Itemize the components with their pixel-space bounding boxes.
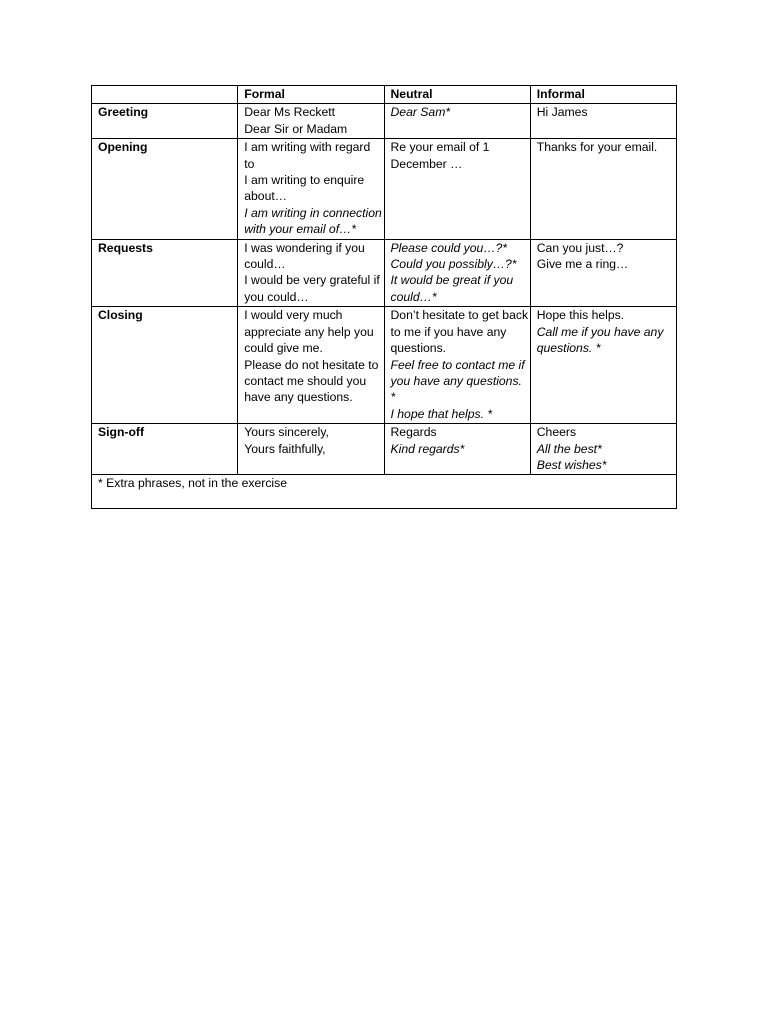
footnote-row: [92, 475, 677, 509]
cell-neutral: [384, 239, 530, 307]
header-formal: Formal: [238, 86, 384, 104]
cell-formal: [238, 307, 384, 424]
header-empty: [92, 86, 238, 104]
header-informal: Informal: [530, 86, 676, 104]
phrase: I am writing with regard to: [244, 140, 371, 171]
row-label: Sign-off: [92, 424, 238, 475]
cell-formal: [238, 139, 384, 239]
phrase: Yours sincerely,: [244, 425, 329, 440]
cell-neutral: [384, 104, 530, 139]
table-row: [92, 307, 677, 424]
phrase: Thanks for your email.: [536, 140, 658, 155]
row-label: Closing: [92, 307, 238, 424]
phrase: Dear Sam*: [390, 105, 451, 120]
phrase: Hi James: [536, 105, 588, 120]
cell-formal: [238, 424, 384, 475]
phrase: Best wishes*: [536, 457, 607, 472]
phrase: Re your email of 1 December …: [390, 140, 490, 171]
phrase: I was wondering if you could…: [244, 240, 365, 272]
phrase: Can you just…?: [536, 240, 624, 255]
table-body: [92, 104, 677, 475]
cell-formal: [238, 239, 384, 307]
cell-formal: [238, 104, 384, 139]
phrase: I hope that helps. *: [390, 406, 493, 421]
phrase: Dear Sir or Madam: [244, 121, 348, 136]
phrase: Regards: [390, 425, 437, 440]
phrase: I would be very grateful if you could…: [244, 273, 380, 304]
phrase: I am writing to enquire about…: [244, 173, 365, 204]
cell-informal: [530, 139, 676, 239]
phrase: Yours faithfully,: [244, 441, 326, 456]
cell-informal: [530, 424, 676, 475]
cell-neutral: [384, 139, 530, 239]
table-row: [92, 104, 677, 139]
phrase: Please do not hesitate to contact me should you have any questions.: [244, 357, 379, 405]
table-header-row: [92, 86, 677, 104]
phrase: Could you possibly…?*: [390, 257, 517, 272]
phrase: Dear Ms Reckett: [244, 105, 336, 120]
cell-informal: [530, 104, 676, 139]
row-label: Requests: [92, 239, 238, 307]
phrase: Don’t hesitate to get back to me if you have any questions.: [390, 308, 529, 356]
phrase: Give me a ring…: [536, 257, 629, 272]
row-label: Opening: [92, 139, 238, 239]
row-label: Greeting: [92, 104, 238, 139]
phrase: Feel free to contact me if you have any questions. *: [390, 357, 525, 405]
table-row: [92, 239, 677, 307]
phrases-table: [91, 85, 677, 509]
phrase: I would very much appreciate any help you could give me.: [244, 308, 374, 356]
phrase: It would be great if you could…*: [390, 273, 514, 304]
cell-neutral: [384, 424, 530, 475]
phrase: Call me if you have any questions. *: [536, 324, 664, 356]
footnote: * Extra phrases, not in the exercise: [92, 475, 677, 509]
cell-informal: [530, 307, 676, 424]
phrase: Hope this helps.: [536, 308, 625, 323]
phrase: Please could you…?*: [390, 240, 508, 255]
phrase: Kind regards*: [390, 441, 465, 456]
cell-informal: [530, 239, 676, 307]
table-row: [92, 139, 677, 239]
phrase: I am writing in connection with your email of…*: [244, 205, 382, 237]
phrase: Cheers: [536, 425, 577, 440]
phrase: All the best*: [536, 441, 602, 456]
table-row: [92, 424, 677, 475]
header-neutral: Neutral: [384, 86, 530, 104]
cell-neutral: [384, 307, 530, 424]
